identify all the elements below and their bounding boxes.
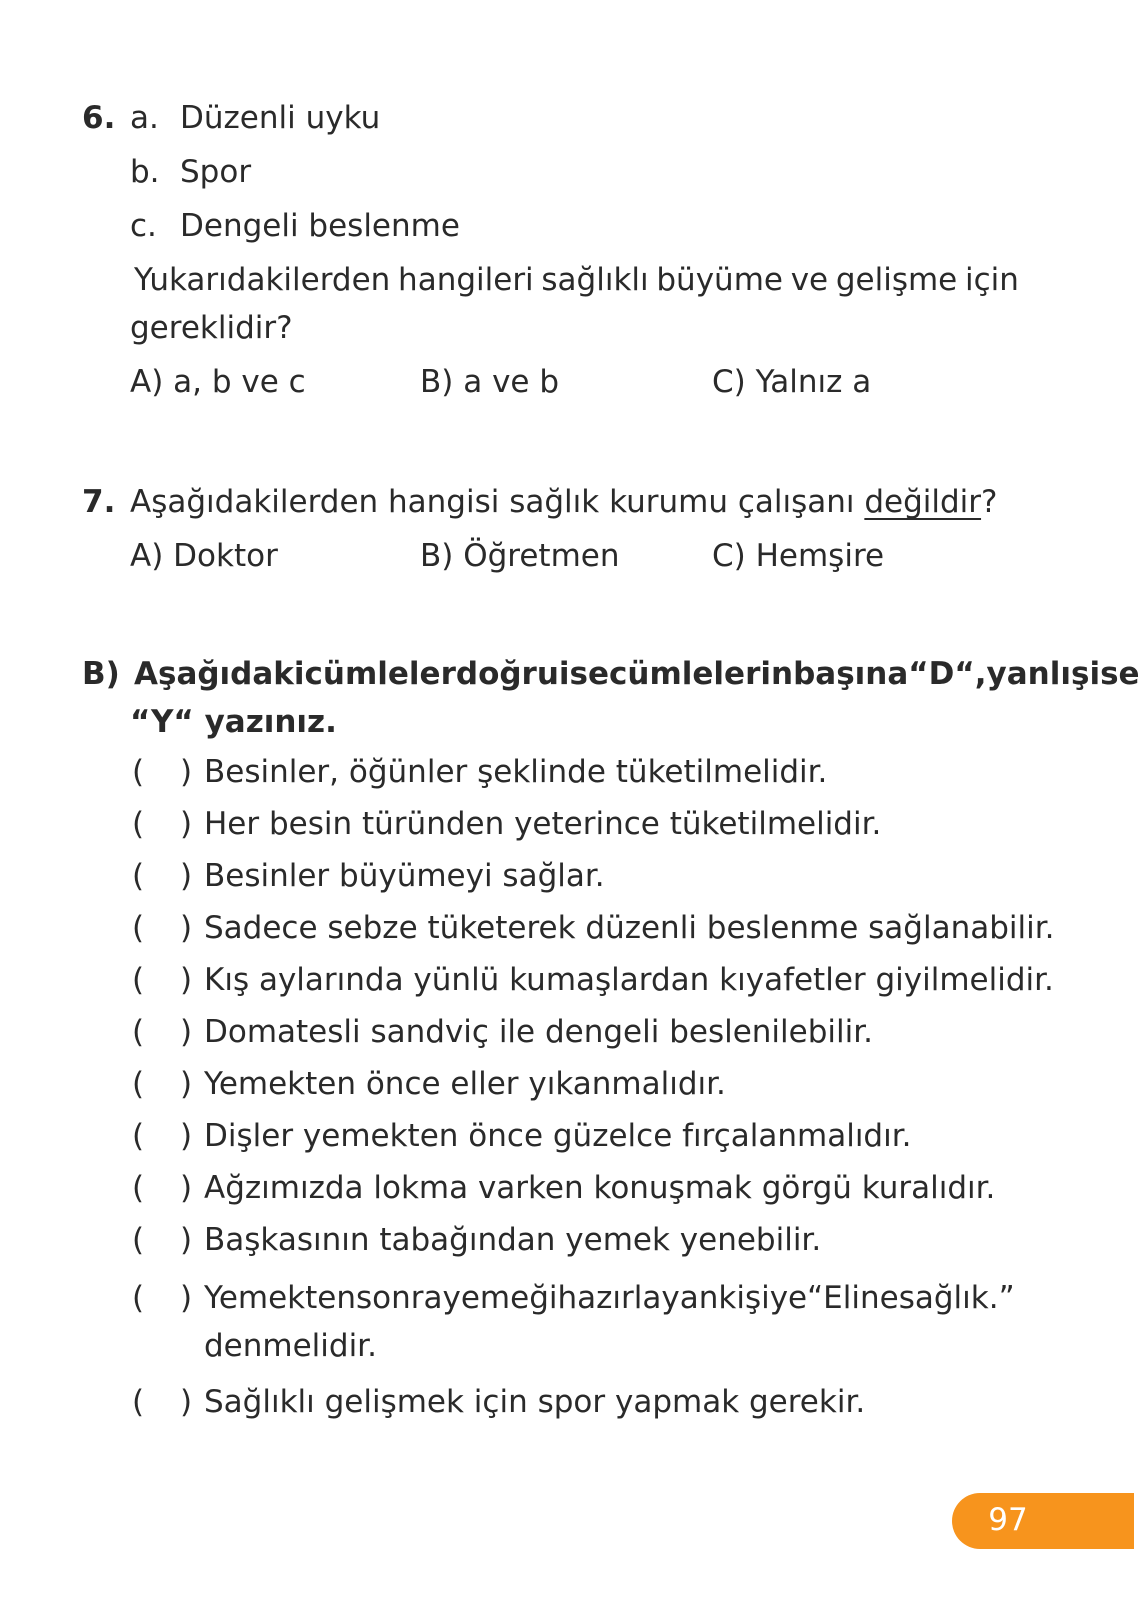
q6-question-word: sağlıklı	[541, 262, 649, 298]
answer-box-close: )	[180, 1066, 193, 1102]
answer-box-close: )	[180, 1280, 193, 1316]
section-b-title-word: yanlış	[986, 656, 1090, 692]
q7-option-c[interactable]: C) Hemşire	[712, 538, 885, 574]
q6-item-b-text: Spor	[180, 154, 252, 190]
question-7-number: 7.	[82, 484, 116, 520]
statement-text: Sağlıklı gelişmek için spor yapmak gerekir.	[204, 1384, 866, 1420]
answer-box-close: )	[180, 1384, 193, 1420]
answer-box-open[interactable]: (	[132, 910, 145, 946]
statement-text: Başkasının tabağından yemek yenebilir.	[204, 1222, 822, 1258]
section-b-title-word: cümleler	[304, 656, 456, 692]
statement-text: Dişler yemekten önce güzelce fırçalanmalıdır.	[204, 1118, 912, 1154]
answer-box-close: )	[180, 910, 193, 946]
answer-box-close: )	[180, 962, 193, 998]
q7-question	[130, 482, 998, 522]
q6-item-a-letter: a.	[130, 100, 159, 136]
q7-question-pre: Aşağıdakilerden hangisi sağlık kurumu çalışanı	[130, 484, 865, 520]
answer-box-open[interactable]: (	[132, 858, 145, 894]
statement-text: Yemekten önce eller yıkanmalıdır.	[204, 1066, 726, 1102]
answer-box-open[interactable]: (	[132, 1280, 145, 1316]
section-b-title-line-1	[134, 654, 1140, 694]
q6-question-word: gelişme	[835, 262, 958, 298]
answer-box-close: )	[180, 1222, 193, 1258]
q6-item-b-letter: b.	[130, 154, 160, 190]
section-b-title-word: başına	[793, 656, 909, 692]
statement-word: sağlık.”	[898, 1280, 1015, 1316]
page-number-tab	[952, 1493, 1134, 1549]
statement-text: Besinler, öğünler şeklinde tüketilmelidir.	[204, 754, 828, 790]
page-number: 97	[988, 1502, 1028, 1538]
answer-box-open[interactable]: (	[132, 1384, 145, 1420]
statement-text: Kış aylarında yünlü kumaşlardan kıyafetler giyilmelidir.	[204, 962, 1054, 998]
section-b-title-word: ise	[1089, 656, 1140, 692]
q6-item-c-text: Dengeli beslenme	[180, 208, 460, 244]
answer-box-open[interactable]: (	[132, 1170, 145, 1206]
answer-box-open[interactable]: (	[132, 1222, 145, 1258]
q6-item-c-letter: c.	[130, 208, 157, 244]
q6-option-a[interactable]: A) a, b ve c	[130, 364, 306, 400]
section-b-label: B)	[82, 656, 120, 692]
answer-box-close: )	[180, 858, 193, 894]
q7-option-a[interactable]: A) Doktor	[130, 538, 278, 574]
statement-word: sonra	[356, 1280, 443, 1316]
q6-item-a-text: Düzenli uyku	[180, 100, 381, 136]
statement-word: yemeği	[442, 1280, 558, 1316]
statement-text: Her besin türünden yeterince tüketilmelidir.	[204, 806, 882, 842]
answer-box-open[interactable]: (	[132, 962, 145, 998]
statement-word: kişiye	[718, 1280, 808, 1316]
q7-question-underlined: değildir	[864, 484, 982, 520]
q6-question-word: büyüme	[656, 262, 783, 298]
section-b-title-word: doğru	[455, 656, 559, 692]
question-6-number: 6.	[82, 100, 116, 136]
answer-box-close: )	[180, 1118, 193, 1154]
section-b-title-word: Aşağıdaki	[134, 656, 305, 692]
q6-question-word: için	[965, 262, 1019, 298]
q6-question-word: ve	[790, 262, 829, 298]
statement-word: Yemekten	[204, 1280, 356, 1316]
statement-text: Sadece sebze tüketerek düzenli beslenme sağlanabilir.	[204, 910, 1055, 946]
statement-text: Domatesli sandviç ile dengeli beslenilebilir.	[204, 1014, 873, 1050]
section-b-title-line-2: “Y“ yazınız.	[130, 704, 337, 740]
answer-box-open[interactable]: (	[132, 806, 145, 842]
q6-question-word: Yukarıdakilerden	[134, 262, 391, 298]
answer-box-close: )	[180, 754, 193, 790]
q7-question-post: ?	[981, 484, 998, 520]
statement-long-line-1	[204, 1278, 1015, 1318]
answer-box-open[interactable]: (	[132, 1118, 145, 1154]
q6-option-b[interactable]: B) a ve b	[420, 364, 560, 400]
answer-box-close: )	[180, 1014, 193, 1050]
section-b-title-word: ise	[558, 656, 610, 692]
answer-box-open[interactable]: (	[132, 754, 145, 790]
q6-question-line-2: gereklidir?	[130, 310, 293, 346]
statement-text: Besinler büyümeyi sağlar.	[204, 858, 605, 894]
section-b-title-word: cümlelerin	[609, 656, 794, 692]
q7-option-b[interactable]: B) Öğretmen	[420, 538, 620, 574]
answer-box-close: )	[180, 806, 193, 842]
statement-long-line-2: denmelidir.	[204, 1328, 377, 1364]
statement-word: “Eline	[807, 1280, 899, 1316]
statement-text: Ağzımızda lokma varken konuşmak görgü kuralıdır.	[204, 1170, 996, 1206]
answer-box-close: )	[180, 1170, 193, 1206]
answer-box-open[interactable]: (	[132, 1014, 145, 1050]
section-b-title-word: “D“,	[908, 656, 987, 692]
q6-option-c[interactable]: C) Yalnız a	[712, 364, 872, 400]
statement-word: hazırlayan	[557, 1280, 719, 1316]
q6-question-line-1	[134, 260, 1019, 300]
q6-question-word: hangileri	[398, 262, 534, 298]
answer-box-open[interactable]: (	[132, 1066, 145, 1102]
